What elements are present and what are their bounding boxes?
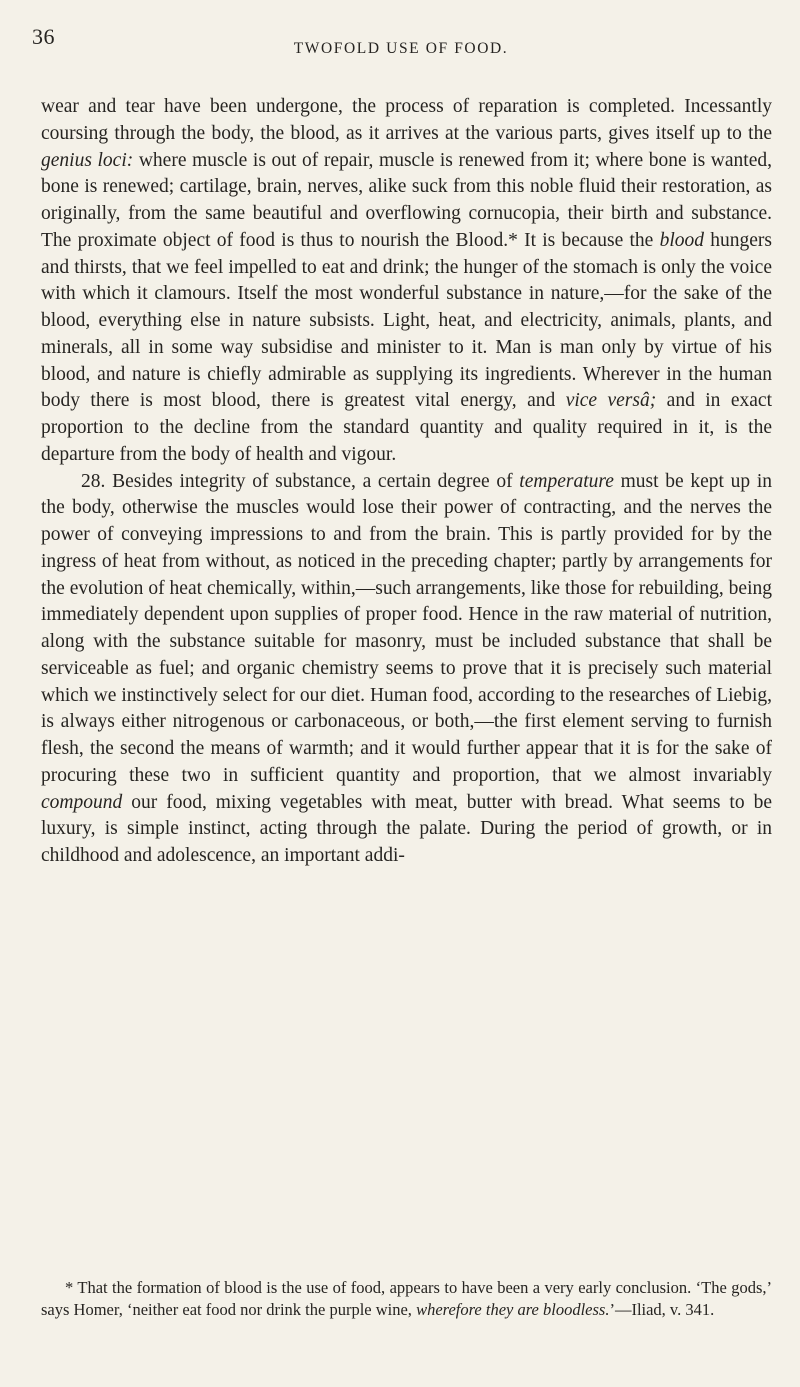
- paragraph-text: must be kept up in the body, otherwise the muscles would lose their power of contracting, and the nerves the power of conveying impressions to and from the brain. This is partly provided for by the ingress of heat from without, as noticed in the preceding chapter; partly by arrangements for the evolution of heat chemically, within,—such arrangements, like those for rebuilding, being immediately dependent upon supplies of proper food. Hence in the raw material of nutrition, along with the substance suitable for masonry, must be included substance that shall be serviceable as fuel; and organic chemistry seems to prove that it is precisely such material which we instinctively select for our diet. Human food, according to the researches of Liebig, is always either nitrogenous or carbonaceous, or both,—the first element serving to furnish flesh, the second the means of warmth; and it would further appear that it is for the sake of procuring these two in sufficient quantity and proportion, that we almost invariably: [41, 470, 772, 786]
- italic-phrase: temperature: [519, 470, 614, 492]
- paragraph-text: and in exact proportion to the decline from the standard quantity and quality required in it, is the departure from the body of health and vigour.: [41, 390, 772, 465]
- paragraph-text: where muscle is out of repair, muscle is renewed from it; where bone is wanted, bone is renewed; cartilage, brain, nerves, alike suck from this noble fluid their restoration, as originally, from the same beautiful and overflowing cornucopia, their birth and substance. The proximate object of food is thus to nourish the Blood.* It is because the: [41, 149, 772, 251]
- italic-phrase: vice versâ;: [565, 390, 657, 412]
- footnote-italic: wherefore they are bloodless.: [416, 1299, 610, 1319]
- running-title: TWOFOLD USE OF FOOD.: [293, 40, 509, 57]
- footnote: [41, 1277, 772, 1320]
- paragraph-text: wear and tear have been undergone, the process of reparation is completed. Incessantly coursing through the body, the blood, as it arrives at the various parts, gives itself up to the: [41, 96, 772, 144]
- paragraph-text: 28. Besides integrity of substance, a certain degree of: [81, 470, 520, 492]
- paragraph-reparation: [41, 94, 772, 469]
- italic-phrase: genius loci:: [41, 149, 134, 171]
- paragraph-text: our food, mixing vegetables with meat, butter with bread. What seems to be luxury, is simple instinct, acting through the palate. During the period of growth, or in childhood and adolescence, an important addi-: [41, 791, 772, 866]
- footnote-text: [41, 1277, 772, 1320]
- page-number: 36: [32, 24, 55, 49]
- paragraph-temperature: [41, 469, 772, 870]
- body-text: [41, 94, 772, 870]
- running-head: [32, 24, 770, 64]
- italic-phrase: blood: [659, 229, 704, 251]
- footnote-part: ’—Iliad, v. 341.: [609, 1299, 715, 1319]
- paragraph-text: hungers and thirsts, that we feel impelled to eat and drink; the hunger of the stomach is only the voice with which it clamours. Itself the most wonderful substance in nature,—for the sake of the blood, everything else in nature subsists. Light, heat, and electricity, animals, plants, and minerals, all in some way subsidise and minister to it. Man is man only by virtue of his blood, and nature is chiefly admirable as supplying its ingredients. Wherever in the human body there is most blood, there is greatest vital energy, and: [41, 229, 772, 412]
- footnote-part: * That the formation of blood is the use of food, appears to have been a very early conclusion. ‘The gods,’ says Homer, ‘neither eat food nor drink the purple wine,: [41, 1278, 772, 1319]
- italic-phrase: compound: [41, 791, 123, 813]
